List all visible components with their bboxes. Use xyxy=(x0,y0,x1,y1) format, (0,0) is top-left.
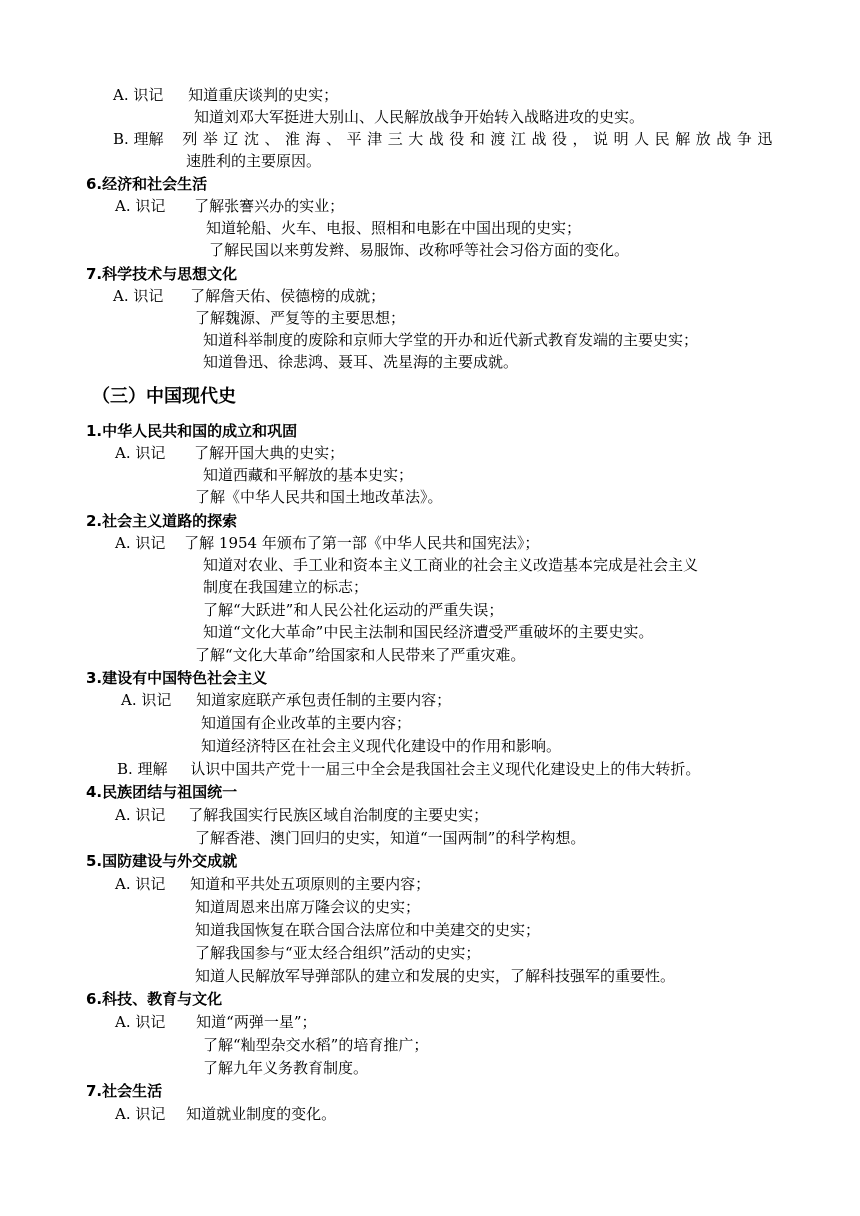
section-title: （三）中国现代史 xyxy=(92,386,236,407)
item-text: 了解“籼型杂交水稻”的培育推广； xyxy=(203,1036,429,1054)
list-item xyxy=(115,443,344,463)
list-item xyxy=(194,107,644,127)
list-item xyxy=(113,286,385,306)
list-item xyxy=(206,218,581,238)
list-item xyxy=(113,85,338,105)
item-text: 了解民国以来剪发辫、易服饰、改称呼等社会习俗方面的变化。 xyxy=(209,241,630,259)
item-text: 知道科举制度的废除和京师大学堂的开办和近代新式教育发端的主要史实； xyxy=(203,331,699,349)
list-item xyxy=(203,577,368,597)
item-text: 了解魏源、严复等的主要思想； xyxy=(195,309,406,327)
list-item xyxy=(121,690,451,710)
heading: 3.建设有中国特色社会主义 xyxy=(86,669,268,687)
level-label: A. 识记 xyxy=(115,197,166,215)
level-label: B. 理解 xyxy=(113,130,164,148)
list-item xyxy=(203,465,413,485)
level-label: A. 识记 xyxy=(115,875,166,893)
item-text: 知道鲁迅、徐悲鸿、聂耳、冼星海的主要成就。 xyxy=(203,353,519,371)
item-text: 了解九年义务教育制度。 xyxy=(203,1059,369,1077)
item-text: 知道“文化大革命”中民主法制和国民经济遭受严重破坏的主要史实。 xyxy=(203,623,654,641)
heading: 4.民族团结与祖国统一 xyxy=(86,783,238,801)
heading: 6.科技、教育与文化 xyxy=(86,990,223,1008)
item-text: 了解“大跃进”和人民公社化运动的严重失误； xyxy=(203,601,504,619)
list-item xyxy=(203,1058,368,1078)
item-text: 知道国有企业改革的主要内容； xyxy=(201,714,412,732)
item-text: 知道对农业、手工业和资本主义工商业的社会主义改造基本完成是社会主义 xyxy=(203,556,699,574)
item-text: 知道我国恢复在联合国合法席位和中美建交的史实； xyxy=(195,921,541,939)
level-label: A. 识记 xyxy=(113,86,164,104)
item-text: 了解香港、澳门回归的史实，知道“一国两制”的科学构想。 xyxy=(195,829,586,847)
list-item xyxy=(203,352,518,372)
list-item xyxy=(195,943,480,963)
heading: 5.国防建设与外交成就 xyxy=(86,852,238,870)
list-item xyxy=(201,736,561,756)
level-label: A. 识记 xyxy=(115,1105,166,1123)
level-label: A. 识记 xyxy=(115,444,166,462)
level-label: A. 识记 xyxy=(115,534,166,552)
list-item xyxy=(115,1104,336,1124)
list-item xyxy=(195,645,525,665)
heading: 1.中华人民共和国的成立和巩固 xyxy=(86,422,298,440)
list-item xyxy=(203,330,698,350)
list-item xyxy=(195,828,585,848)
list-item xyxy=(201,713,411,733)
list-item xyxy=(115,1012,317,1032)
item-text: 了解詹天佑、侯德榜的成就； xyxy=(190,287,386,305)
item-text: 列举辽沈、淮海、平津三大战役和渡江战役，说明人民解放战争迅 xyxy=(182,130,773,148)
list-item xyxy=(113,129,779,149)
heading: 7.科学技术与思想文化 xyxy=(86,265,238,283)
item-text: 知道经济特区在社会主义现代化建设中的作用和影响。 xyxy=(201,737,562,755)
list-item xyxy=(115,805,488,825)
item-text: 知道就业制度的变化。 xyxy=(186,1105,337,1123)
item-text: 知道轮船、火车、电报、照相和电影在中国出现的史实； xyxy=(206,219,582,237)
heading: 6.经济和社会生活 xyxy=(86,175,208,193)
level-label: A. 识记 xyxy=(115,1013,166,1031)
item-text: 认识中国共产党十一届三中全会是我国社会主义现代化建设史上的伟大转折。 xyxy=(190,760,701,778)
item-text: 了解开国大典的史实； xyxy=(194,444,345,462)
list-item xyxy=(195,920,540,940)
heading: 7.社会生活 xyxy=(86,1082,163,1100)
list-item xyxy=(195,966,675,986)
level-label: A. 识记 xyxy=(121,691,172,709)
item-text: 知道家庭联产承包责任制的主要内容； xyxy=(196,691,452,709)
list-item xyxy=(115,874,430,894)
item-text: 知道西藏和平解放的基本史实； xyxy=(203,466,414,484)
list-item xyxy=(203,555,698,575)
list-item xyxy=(186,151,321,171)
list-item xyxy=(203,1035,428,1055)
heading: 2.社会主义道路的探索 xyxy=(86,512,238,530)
level-label: A. 识记 xyxy=(115,806,166,824)
list-item xyxy=(203,622,653,642)
item-text: 知道周恩来出席万隆会议的史实； xyxy=(195,898,421,916)
item-text: 了解 1954 年颁布了第一部《中华人民共和国宪法》； xyxy=(184,534,540,552)
item-text: 了解“文化大革命”给国家和人民带来了严重灾难。 xyxy=(195,646,526,664)
list-item xyxy=(115,533,539,553)
item-text: 速胜利的主要原因。 xyxy=(186,152,322,170)
item-text: 知道重庆谈判的史实； xyxy=(188,86,339,104)
item-text: 知道和平共处五项原则的主要内容； xyxy=(190,875,431,893)
level-label: A. 识记 xyxy=(113,287,164,305)
list-item xyxy=(117,759,700,779)
item-text: 知道刘邓大军挺进大别山、人民解放战争开始转入战略进攻的史实。 xyxy=(194,108,645,126)
item-text: 了解我国实行民族区域自治制度的主要史实； xyxy=(188,806,489,824)
item-text: 了解我国参与“亚太经合组织”活动的史实； xyxy=(195,944,481,962)
item-text: 知道人民解放军导弹部队的建立和发展的史实，了解科技强军的重要性。 xyxy=(195,967,676,985)
list-item xyxy=(209,240,629,260)
item-text: 了解张謇兴办的实业； xyxy=(194,197,345,215)
list-item xyxy=(195,897,420,917)
list-item xyxy=(115,196,344,216)
item-text: 知道“两弹一星”； xyxy=(196,1013,317,1031)
item-text: 了解《中华人民共和国土地改革法》。 xyxy=(195,488,443,506)
item-text: 制度在我国建立的标志； xyxy=(203,578,369,596)
level-label: B. 理解 xyxy=(117,760,168,778)
list-item xyxy=(195,487,443,507)
list-item xyxy=(203,600,503,620)
list-item xyxy=(195,308,405,328)
